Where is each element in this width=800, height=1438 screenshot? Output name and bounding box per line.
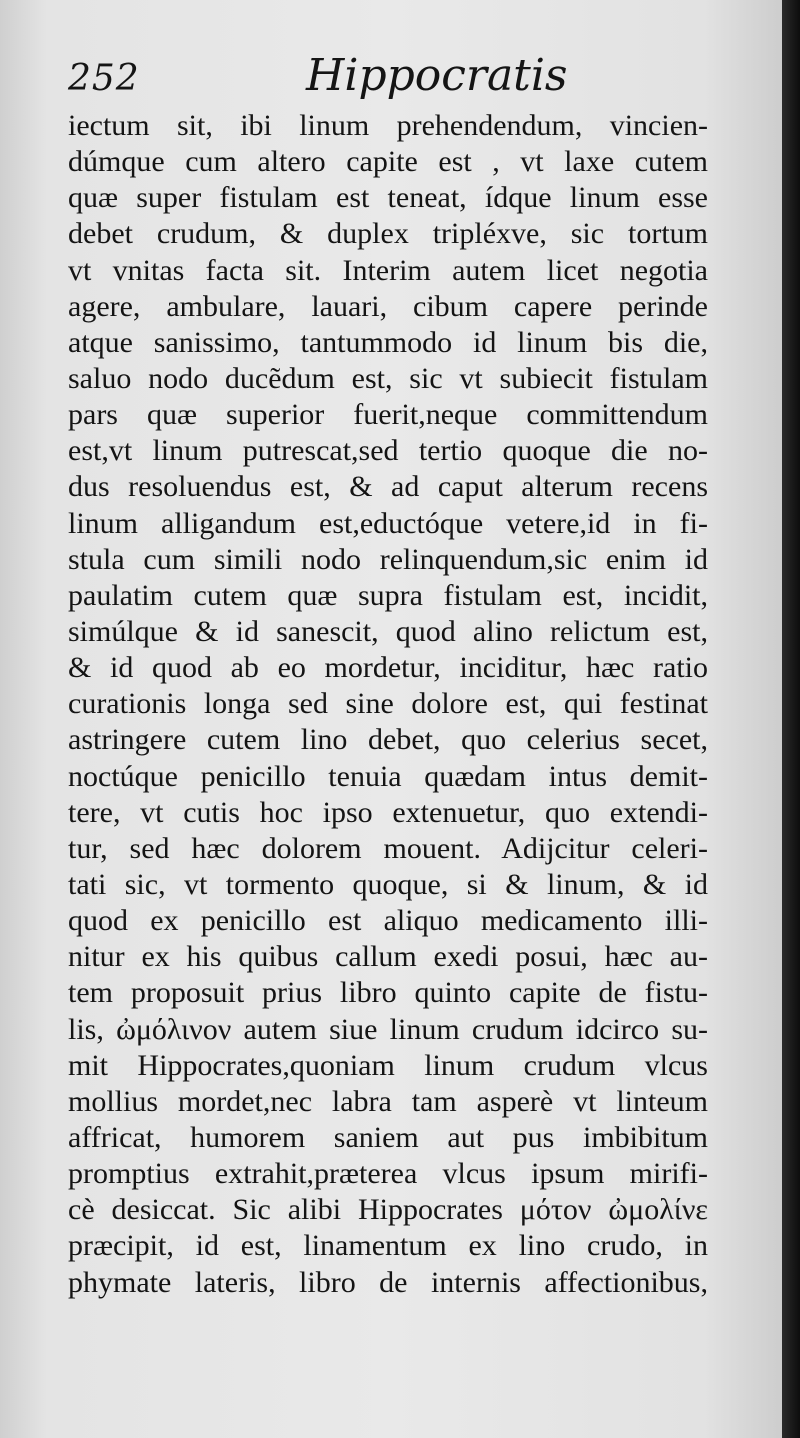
text-line: astringere cutem lino debet, quo celerius secet, bbox=[68, 723, 708, 757]
body-text bbox=[68, 108, 708, 1301]
text-line: tere, vt cutis hoc ipso extenuetur, quo extendi- bbox=[68, 795, 708, 829]
text-line: atque sanissimo, tantummodo id linum bis die, bbox=[68, 325, 708, 359]
text-line: affricat, humorem saniem aut pus imbibitum bbox=[68, 1120, 708, 1154]
text-line: est,vt linum putrescat,sed tertio quoque die no- bbox=[68, 434, 708, 468]
text-line: agere, ambulare, lauari, cibum capere perinde bbox=[68, 289, 708, 323]
text-line: præcipit, id est, linamentum ex lino crudo, in bbox=[68, 1229, 708, 1263]
text-line: debet crudum, & duplex tripléxve, sic tortum bbox=[68, 217, 708, 251]
text-line: saluo nodo ducẽdum est, sic vt subiecit fistulam bbox=[68, 361, 708, 395]
text-line: stula cum simili nodo relinquendum,sic enim id bbox=[68, 542, 708, 576]
text-line: dúmque cum altero capite est , vt laxe cutem bbox=[68, 145, 708, 179]
text-line: & id quod ab eo mordetur, inciditur, hæc ratio bbox=[68, 651, 708, 685]
text-line: pars quæ superior fuerit,neque committendum bbox=[68, 398, 708, 432]
text-line: curationis longa sed sine dolore est, qui festinat bbox=[68, 687, 708, 721]
text-line: dus resoluendus est, & ad caput alterum recens bbox=[68, 470, 708, 504]
running-head: Hippocratis bbox=[306, 50, 568, 101]
text-line: lis, ὠμόλινον autem siue linum crudum idcirco su- bbox=[68, 1012, 708, 1046]
text-line: vt vnitas facta sit. Interim autem licet negotia bbox=[68, 253, 708, 287]
text-line: tur, sed hæc dolorem mouent. Adijcitur celeri- bbox=[68, 831, 708, 865]
text-line: linum alligandum est,eductóque vetere,id in fi- bbox=[68, 506, 708, 540]
text-line: paulatim cutem quæ supra fistulam est, incidit, bbox=[68, 578, 708, 612]
text-line: mollius mordet,nec labra tam asperè vt linteum bbox=[68, 1084, 708, 1118]
text-line: nitur ex his quibus callum exedi posui, hæc au- bbox=[68, 940, 708, 974]
text-line: iectum sit, ibi linum prehendendum, vincien- bbox=[68, 109, 708, 142]
page-number: 252 bbox=[68, 58, 140, 99]
text-line: simúlque & id sanescit, quod alino relictum est, bbox=[68, 614, 708, 648]
book-edge bbox=[782, 0, 800, 1438]
page-header bbox=[68, 50, 708, 106]
text-line: phymate lateris, libro de internis affectionibus, bbox=[68, 1265, 708, 1299]
text-line: quod ex penicillo est aliquo medicamento illi- bbox=[68, 904, 708, 938]
text-line: cè desiccat. Sic alibi Hippocrates μότον ὠμολίνε bbox=[68, 1193, 708, 1227]
text-line: tati sic, vt tormento quoque, si & linum, & id bbox=[68, 867, 708, 901]
text-line: mit Hippocrates,quoniam linum crudum vlcus bbox=[68, 1048, 708, 1082]
text-line: promptius extrahit,præterea vlcus ipsum mirifi- bbox=[68, 1157, 708, 1191]
text-line: noctúque penicillo tenuia quædam intus demit- bbox=[68, 759, 708, 793]
text-line: quæ super fistulam est teneat, ídque linum esse bbox=[68, 181, 708, 215]
text-line: tem proposuit prius libro quinto capite de fistu- bbox=[68, 976, 708, 1010]
